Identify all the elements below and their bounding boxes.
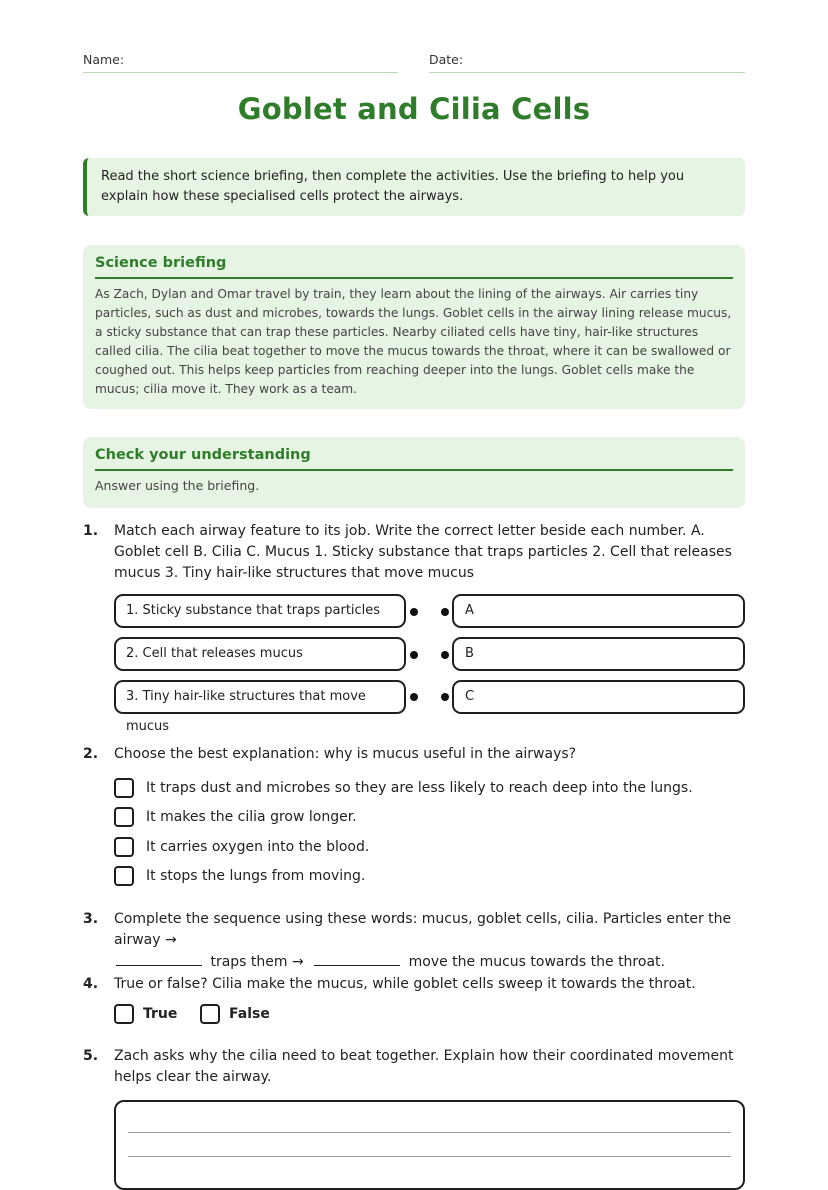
question-text-end: move the mucus towards the throat. bbox=[408, 954, 665, 970]
match-left-item: 2. Cell that releases mucus bbox=[114, 637, 406, 671]
match-left-item: 1. Sticky substance that traps particles bbox=[114, 594, 406, 628]
match-dot-left[interactable] bbox=[410, 693, 418, 701]
date-label: Date: bbox=[429, 52, 464, 67]
match-dot-right[interactable] bbox=[441, 608, 449, 616]
option-label: It carries oxygen into the blood. bbox=[146, 839, 370, 855]
science-briefing-panel bbox=[83, 245, 745, 409]
option-checkbox[interactable] bbox=[114, 778, 134, 798]
match-right-item[interactable]: A bbox=[452, 594, 745, 628]
match-dot-left[interactable] bbox=[410, 608, 418, 616]
question-text-mid: traps them → bbox=[210, 954, 304, 970]
question-5 bbox=[83, 1046, 745, 1090]
false-label: False bbox=[229, 1006, 270, 1022]
match-dot-right[interactable] bbox=[441, 693, 449, 701]
question-text: Match each airway feature to its job. Write the correct letter beside each number. A. Goblet cell B. Cilia C. Mucus 1. Sticky substance that traps particles 2. Cell that releases mucus 3. Tiny hair-like structures that move mucus bbox=[114, 523, 732, 581]
page-title: Goblet and Cilia Cells bbox=[237, 92, 591, 126]
question-number: 3. bbox=[83, 911, 99, 927]
question-3 bbox=[83, 909, 745, 970]
true-label: True bbox=[143, 1006, 178, 1022]
match-left-item: 3. Tiny hair-like structures that move mucus bbox=[114, 680, 406, 714]
question-text: True or false? Cilia make the mucus, while goblet cells sweep it towards the throat. bbox=[114, 976, 696, 992]
answer-line bbox=[128, 1132, 731, 1133]
check-subtext: Answer using the briefing. bbox=[95, 478, 260, 493]
answer-line bbox=[128, 1156, 731, 1157]
question-number: 1. bbox=[83, 523, 99, 539]
question-4 bbox=[83, 974, 745, 996]
question-text: Choose the best explanation: why is mucus useful in the airways? bbox=[114, 746, 577, 762]
option-label: It stops the lungs from moving. bbox=[146, 868, 366, 884]
question-2 bbox=[83, 744, 745, 766]
option-checkbox[interactable] bbox=[114, 837, 134, 857]
option-label: It makes the cilia grow longer. bbox=[146, 809, 357, 825]
briefing-text: As Zach, Dylan and Omar travel by train, they learn about the lining of the airways. Air carries tiny particles, such as dust and microbes, towards the lungs. Goblet cells in the airway lining release mucus, a sticky substance that can trap these particles. Nearby ciliated cells have tiny, hair-like structures called cilia. The cilia beat together to move the mucus towards the throat, where it can be swallowed or coughed out. This helps keep particles from reaching deeper into the lungs. Goblet cells make the mucus; cilia move it. They work as a team. bbox=[95, 287, 732, 396]
briefing-heading: Science briefing bbox=[95, 255, 733, 279]
option-checkbox[interactable] bbox=[114, 866, 134, 886]
match-right-item[interactable]: B bbox=[452, 637, 745, 671]
match-dot-left[interactable] bbox=[410, 651, 418, 659]
written-answer-box[interactable] bbox=[114, 1100, 745, 1190]
question-text-line1: Complete the sequence using these words: mucus, goblet cells, cilia. Particles enter the airway → bbox=[114, 911, 732, 948]
name-label: Name: bbox=[83, 52, 125, 67]
check-heading: Check your understanding bbox=[95, 447, 733, 471]
question-number: 5. bbox=[83, 1048, 99, 1064]
true-checkbox[interactable] bbox=[114, 1004, 134, 1024]
intro-callout: Read the short science briefing, then complete the activities. Use the briefing to help you explain how these specialised cells protect the airways. bbox=[83, 158, 745, 216]
answer-blank[interactable] bbox=[116, 951, 202, 966]
match-right-item[interactable]: C bbox=[452, 680, 745, 714]
name-date-row bbox=[83, 52, 745, 74]
question-number: 4. bbox=[83, 976, 99, 992]
false-checkbox[interactable] bbox=[200, 1004, 220, 1024]
question-1 bbox=[83, 521, 745, 585]
check-understanding-panel bbox=[83, 437, 745, 508]
option-label: It traps dust and microbes so they are less likely to reach deep into the lungs. bbox=[146, 780, 693, 796]
question-text bbox=[114, 909, 746, 973]
name-field[interactable] bbox=[83, 52, 398, 73]
option-checkbox[interactable] bbox=[114, 807, 134, 827]
answer-blank[interactable] bbox=[314, 951, 400, 966]
match-dot-right[interactable] bbox=[441, 651, 449, 659]
date-field[interactable] bbox=[429, 52, 745, 73]
question-text: Zach asks why the cilia need to beat together. Explain how their coordinated movement helps clear the airway. bbox=[114, 1048, 734, 1085]
question-number: 2. bbox=[83, 746, 99, 762]
